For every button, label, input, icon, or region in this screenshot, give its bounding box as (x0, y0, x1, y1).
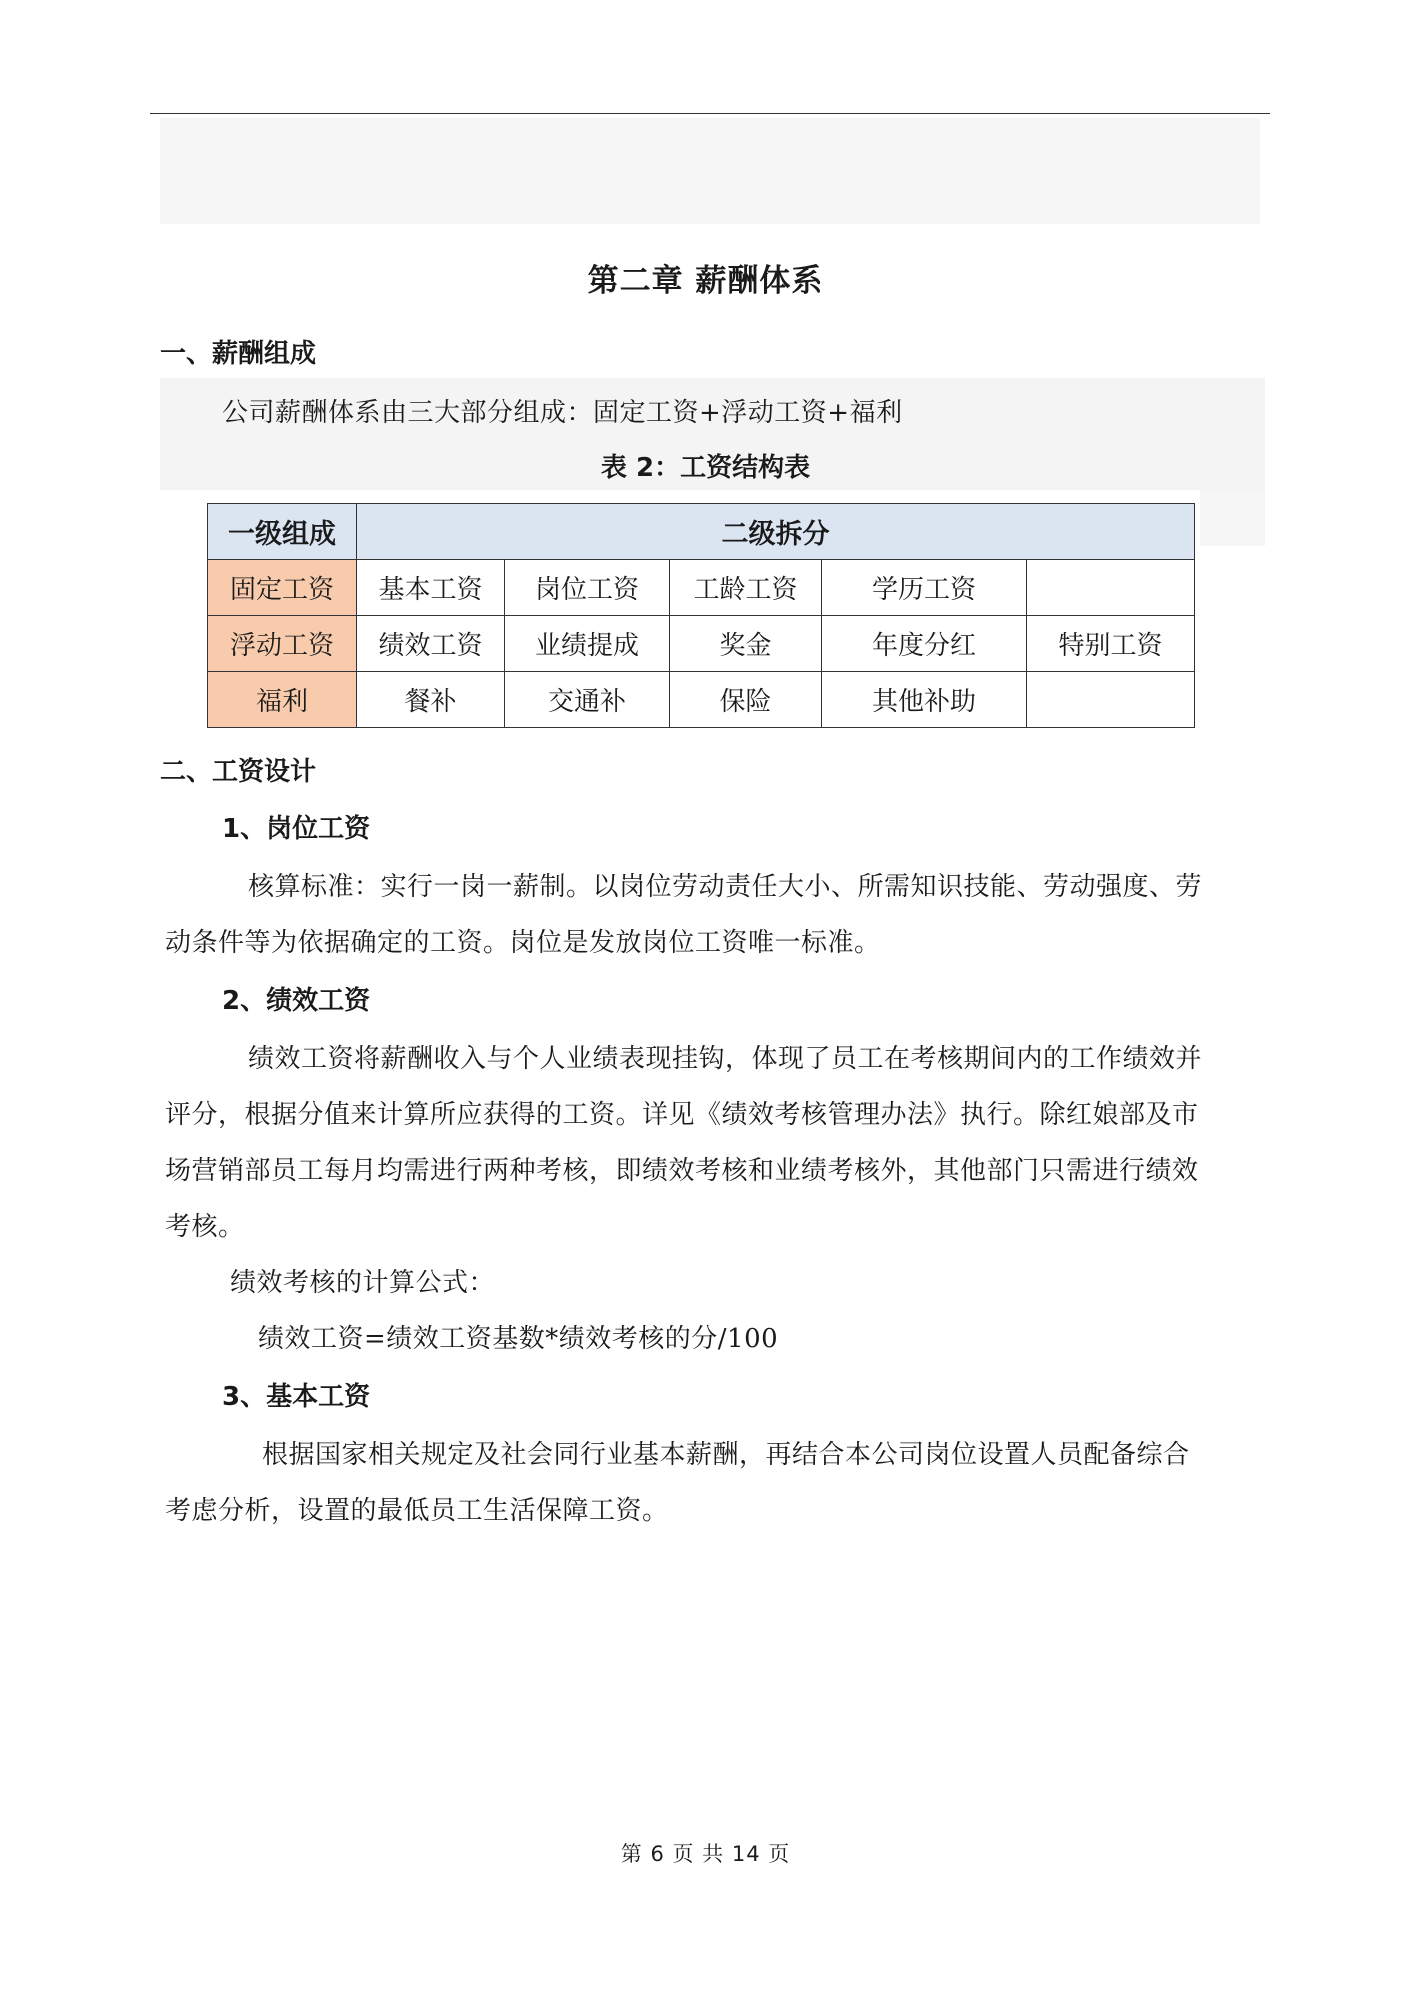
composition-intro: 公司薪酬体系由三大部分组成：固定工资+浮动工资+福利 (222, 398, 903, 428)
section-heading-composition: 一、薪酬组成 (160, 339, 317, 369)
level1-cell: 福利 (208, 672, 357, 728)
subheading-base-salary: 3、基本工资 (222, 1382, 371, 1412)
level2-cell: 学历工资 (822, 560, 1027, 616)
level2-cell: 业绩提成 (505, 616, 670, 672)
level2-cell: 交通补 (505, 672, 670, 728)
level2-cell: 岗位工资 (505, 560, 670, 616)
level2-cell: 特别工资 (1027, 616, 1195, 672)
paragraph-line: 绩效工资将薪酬收入与个人业绩表现挂钩，体现了员工在考核期间内的工作绩效并 (248, 1044, 1203, 1074)
level2-cell: 其他补助 (822, 672, 1027, 728)
section-heading-salary-design: 二、工资设计 (160, 757, 317, 787)
level2-cell: 年度分红 (822, 616, 1027, 672)
salary-structure-table (207, 503, 1195, 728)
header-level1: 一级组成 (208, 504, 357, 560)
paragraph-line: 根据国家相关规定及社会同行业基本薪酬，再结合本公司岗位设置人员配备综合 (262, 1440, 1190, 1470)
table-title: 表 2：工资结构表 (600, 453, 811, 483)
level2-cell: 奖金 (670, 616, 822, 672)
level2-cell: 工龄工资 (670, 560, 822, 616)
chapter-title: 第二章 薪酬体系 (587, 263, 824, 299)
formula-label: 绩效考核的计算公式： (230, 1268, 496, 1298)
paragraph-line: 核算标准：实行一岗一薪制。以岗位劳动责任大小、所需知识技能、劳动强度、劳 (248, 872, 1203, 902)
table-row (208, 616, 1195, 672)
paragraph-line: 动条件等为依据确定的工资。岗位是发放岗位工资唯一标准。 (165, 928, 881, 958)
paragraph-line: 考虑分析，设置的最低员工生活保障工资。 (165, 1496, 669, 1526)
level2-cell (1027, 560, 1195, 616)
table-row (208, 560, 1195, 616)
subheading-position-salary: 1、岗位工资 (222, 814, 371, 844)
formula: 绩效工资=绩效工资基数*绩效考核的分/100 (258, 1324, 779, 1354)
level1-cell: 固定工资 (208, 560, 357, 616)
level2-cell: 保险 (670, 672, 822, 728)
header-band (160, 118, 1260, 224)
level2-cell (1027, 672, 1195, 728)
paragraph-line: 评分，根据分值来计算所应获得的工资。详见《绩效考核管理办法》执行。除红娘部及市 (165, 1100, 1199, 1130)
paragraph-line: 场营销部员工每月均需进行两种考核，即绩效考核和业绩考核外，其他部门只需进行绩效 (165, 1156, 1199, 1186)
intro-band-extension (1200, 490, 1265, 546)
level2-cell: 绩效工资 (357, 616, 505, 672)
header-level2: 二级拆分 (357, 504, 1195, 560)
level2-cell: 基本工资 (357, 560, 505, 616)
subheading-performance-salary: 2、绩效工资 (222, 986, 371, 1016)
table-row (208, 672, 1195, 728)
level2-cell: 餐补 (357, 672, 505, 728)
paragraph-line: 考核。 (165, 1212, 245, 1242)
table-header-row (208, 504, 1195, 560)
page-footer: 第 6 页 共 14 页 (620, 1842, 791, 1866)
header-rule (150, 113, 1270, 114)
level1-cell: 浮动工资 (208, 616, 357, 672)
